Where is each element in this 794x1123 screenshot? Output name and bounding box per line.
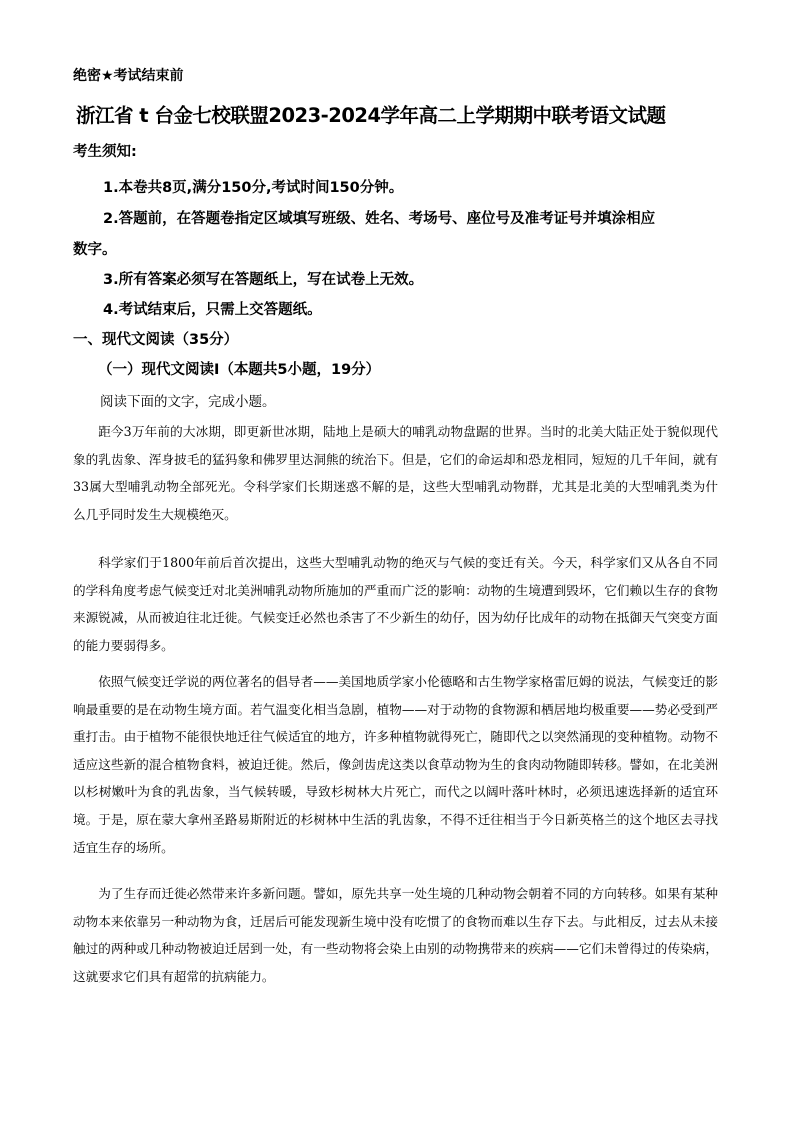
- confidential-label: 绝密★考试结束前: [73, 68, 184, 84]
- reading-instruction: 阅读下面的文字，完成小题。: [100, 394, 276, 410]
- section-subheading: （一）现代文阅读Ⅰ（本题共5小题，19分）: [98, 362, 381, 378]
- notice-item-4: 4.考试结束后，只需上交答题纸。: [103, 302, 322, 318]
- passage-paragraph-1: 距今3万年前的大冰期，即更新世冰期，陆地上是硕大的哺乳动物盘踞的世界。当时的北美大陆正处于貌似现代象的乳齿象、浑身披毛的猛犸象和佛罗里达洞熊的统治下。但是，它们的命运却和恐龙相同，短短的几千年间，就有33属大型哺乳动物全部死光。令科学家们长期迷惑不解的是，这些大型哺乳动物群，尤其是北美的大型哺乳类为什么几乎同时发生大规模绝灭。: [73, 424, 718, 522]
- notice-item-3: 3.所有答案必须写在答题纸上，写在试卷上无效。: [103, 272, 424, 288]
- exam-title: 浙江省 t 台金七校联盟2023-2024学年高二上学期期中联考语文试题: [76, 104, 666, 127]
- notice-item-2: 2.答题前，在答题卷指定区域填写班级、姓名、考场号、座位号及准考证号并填涂相应: [103, 211, 656, 227]
- section-heading: 一、现代文阅读（35分）: [73, 332, 239, 348]
- passage-paragraph-3: 依照气候变迁学说的两位著名的倡导者——美国地质学家小伦德略和古生物学家格雷厄姆的说法，气候变迁的影响最重要的是在动物生境方面。若气温变化相当急剧，植物——对于动物的食物源和栖居地均极重要——势必受到严重打击。由于植物不能很快地迁往气候适宜的地方，许多种植物就得死亡，随即代之以突然涌现的变种植物。动物不适应这些新的混合植物食料，被迫迁徙。然后，像剑齿虎这类以食草动物为生的食肉动物随即转移。譬如，在北美洲以杉树嫩叶为食的乳齿象，当气候转暖，导致杉树林大片死亡，而代之以阔叶落叶林时，必须迅速选择新的适宜环境。于是，原在蒙大拿州圣路易斯附近的杉树林中生活的乳齿象，不得不迁往相当于今日新英格兰的这个地区去寻找适宜生存的场所。: [73, 674, 718, 855]
- notice-item-1: 1.本卷共8页,满分150分,考试时间150分钟。: [103, 180, 404, 196]
- passage-paragraph-4: 为了生存而迁徙必然带来许多新问题。譬如，原先共享一处生境的几种动物会朝着不同的方向转移。如果有某种动物本来依靠另一种动物为食，迁居后可能发现新生境中没有吃惯了的食物而难以生存下去。与此相反，过去从未接触过的两种或几种动物被迫迁居到一处，有一些动物将会染上由别的动物携带来的疾病——它们未曾得过的传染病，这就要求它们具有超常的抗病能力。: [73, 886, 718, 984]
- notice-item-2-continued: 数字。: [73, 242, 117, 258]
- notice-label: 考生须知:: [73, 144, 137, 160]
- passage-paragraph-2: 科学家们于1800年前后首次提出，这些大型哺乳动物的绝灭与气候的变迁有关。今天，科学家们又从各自不同的学科角度考虑气候变迁对北美洲哺乳动物所施加的严重而广泛的影响：动物的生境遭到毁坏，它们赖以生存的食物来源锐减，从而被迫往北迁徙。气候变迁必然也杀害了不少新生的幼仔，因为幼仔比成年的动物在抵御天气突变方面的能力要弱得多。: [73, 555, 718, 653]
